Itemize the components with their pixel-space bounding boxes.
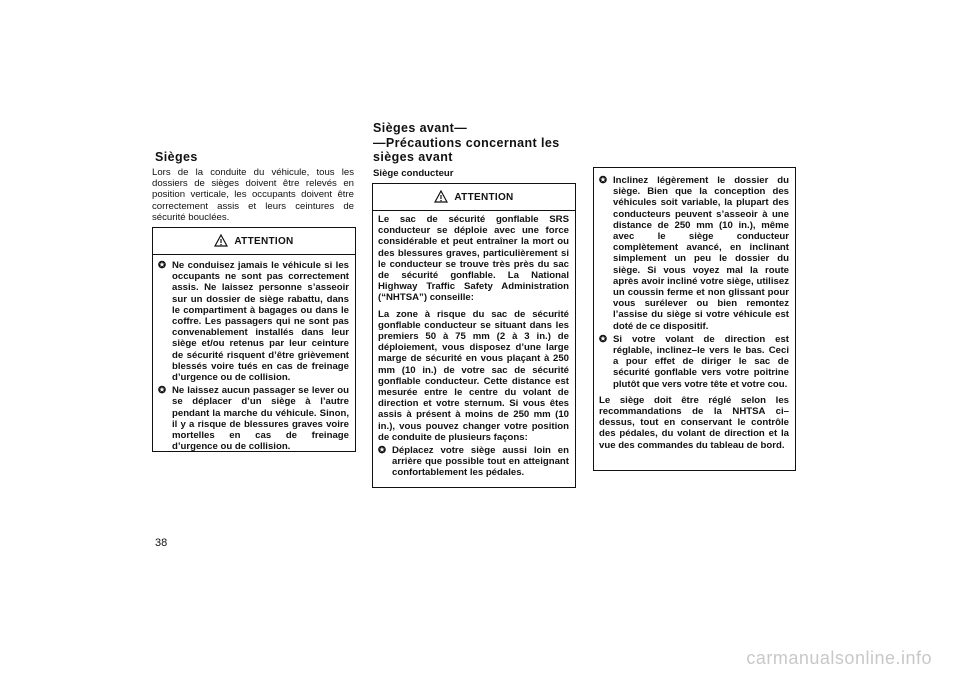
list-item: ✪ Si votre volant de direction est réglable, inclinez–le vers le bas. Ceci a pour effet de diriger le sac de sécurité gonflable vers votre poitrine plutôt que vers votre tête et votre cou. — [599, 333, 789, 390]
attention-box-left — [152, 227, 356, 452]
section-heading-sieges-avant: Sièges avant— —Précautions concernant les sièges avant — [373, 121, 560, 164]
bullet-icon: ✪ — [599, 333, 608, 345]
attention-header — [373, 184, 575, 211]
bullet-icon: ✪ — [158, 260, 167, 271]
warning-triangle-icon — [434, 190, 448, 203]
attention-header — [153, 228, 355, 255]
attention-box-right — [593, 167, 796, 471]
subheading-siege-conducteur: Siège conducteur — [373, 168, 454, 179]
warning-triangle-icon — [214, 234, 228, 247]
intro-paragraph: Lors de la conduite du véhicule, tous les dossiers de sièges doivent être relevés en position verticale, les occupants doivent être correctement assis et leurs ceintures de sécurité bouclées. — [152, 167, 354, 223]
closing-paragraph: Le siège doit être réglé selon les recommandations de la NHTSA ci–dessus, tout en conservant le contrôle des pédales, du volant de direction et la vue des commandes du tableau de bord. — [599, 394, 789, 451]
attention-paragraph-2: La zone à risque du sac de sécurité gonflable conducteur se situant dans les premiers 50 à 75 mm (2 à 3 in.) de déploiement, vous disposez d’une large marge de sécurité en vous plaçant à 250 mm (10 in.) de votre sac de sécurité gonflable conducteur. Cette distance est mesurée entre le centre du volant de direction et votre sternum. Si vous êtes assis à présent à moins de 250 mm (10 in.), vous pouvez changer votre position de conduite de plusieurs façons: — [378, 308, 569, 443]
attention-label: ATTENTION — [234, 235, 294, 247]
bullet-icon: ✪ — [599, 175, 608, 186]
attention-box-middle — [372, 183, 576, 488]
section-heading-sieges: Sièges — [155, 150, 198, 164]
attention-label: ATTENTION — [454, 191, 514, 203]
list-item: ✪ Ne laissez aucun passager se lever ou se déplacer d’un siège à l’autre pendant la marche du véhicule. Sinon, il y a risque de blessures graves voire mortelles en cas de freinage d’urgence ou de collision. — [158, 385, 349, 453]
attention-paragraph-1: Le sac de sécurité gonflable SRS conducteur se déploie avec une force considérable et peut entraîner la mort ou des blessures graves, particulièrement si le conducteur se trouve très près du sac de sécurité gonflable. La National Highway Traffic Safety Administration (“NHTSA”) conseille: — [378, 214, 569, 304]
list-item: ✪ Ne conduisez jamais le véhicule si les occupants ne sont pas correctement assis. Ne laissez personne s’asseoir sur un dossier de siège rabattu, dans le compartiment à bagages ou dans le coffre. Les passagers qui ne sont pas convenablement installés dans leur siège et/ou retenus par leur ceinture de sécurité risquent d’être grièvement blessés voire tués en cas de freinage d’urgence ou de collision. — [158, 260, 349, 384]
bullet-icon: ✪ — [158, 385, 167, 397]
page-number: 38 — [155, 537, 168, 549]
bullet-icon: ✪ — [378, 445, 387, 457]
list-item: ✪ Déplacez votre siège aussi loin en arrière que possible tout en atteignant confortablement les pédales. — [378, 445, 569, 479]
list-item: ✪ Inclinez légèrement le dossier du siège. Bien que la conception des véhicules soit variable, la plupart des conducteurs peuvent s’asseoir à une distance de 250 mm (10 in.), même avec le siège conducteur complètement avancé, en inclinant simplement un peu le dossier du siège. Si vous voyez mal la route après avoir incliné votre siège, utilisez un coussin ferme et non glissant pour vous surélever ou bien remontez l’assise du siège si votre véhicule est doté de ce dispositif. — [599, 175, 789, 332]
watermark-text: carmanualsonline.info — [746, 648, 932, 668]
